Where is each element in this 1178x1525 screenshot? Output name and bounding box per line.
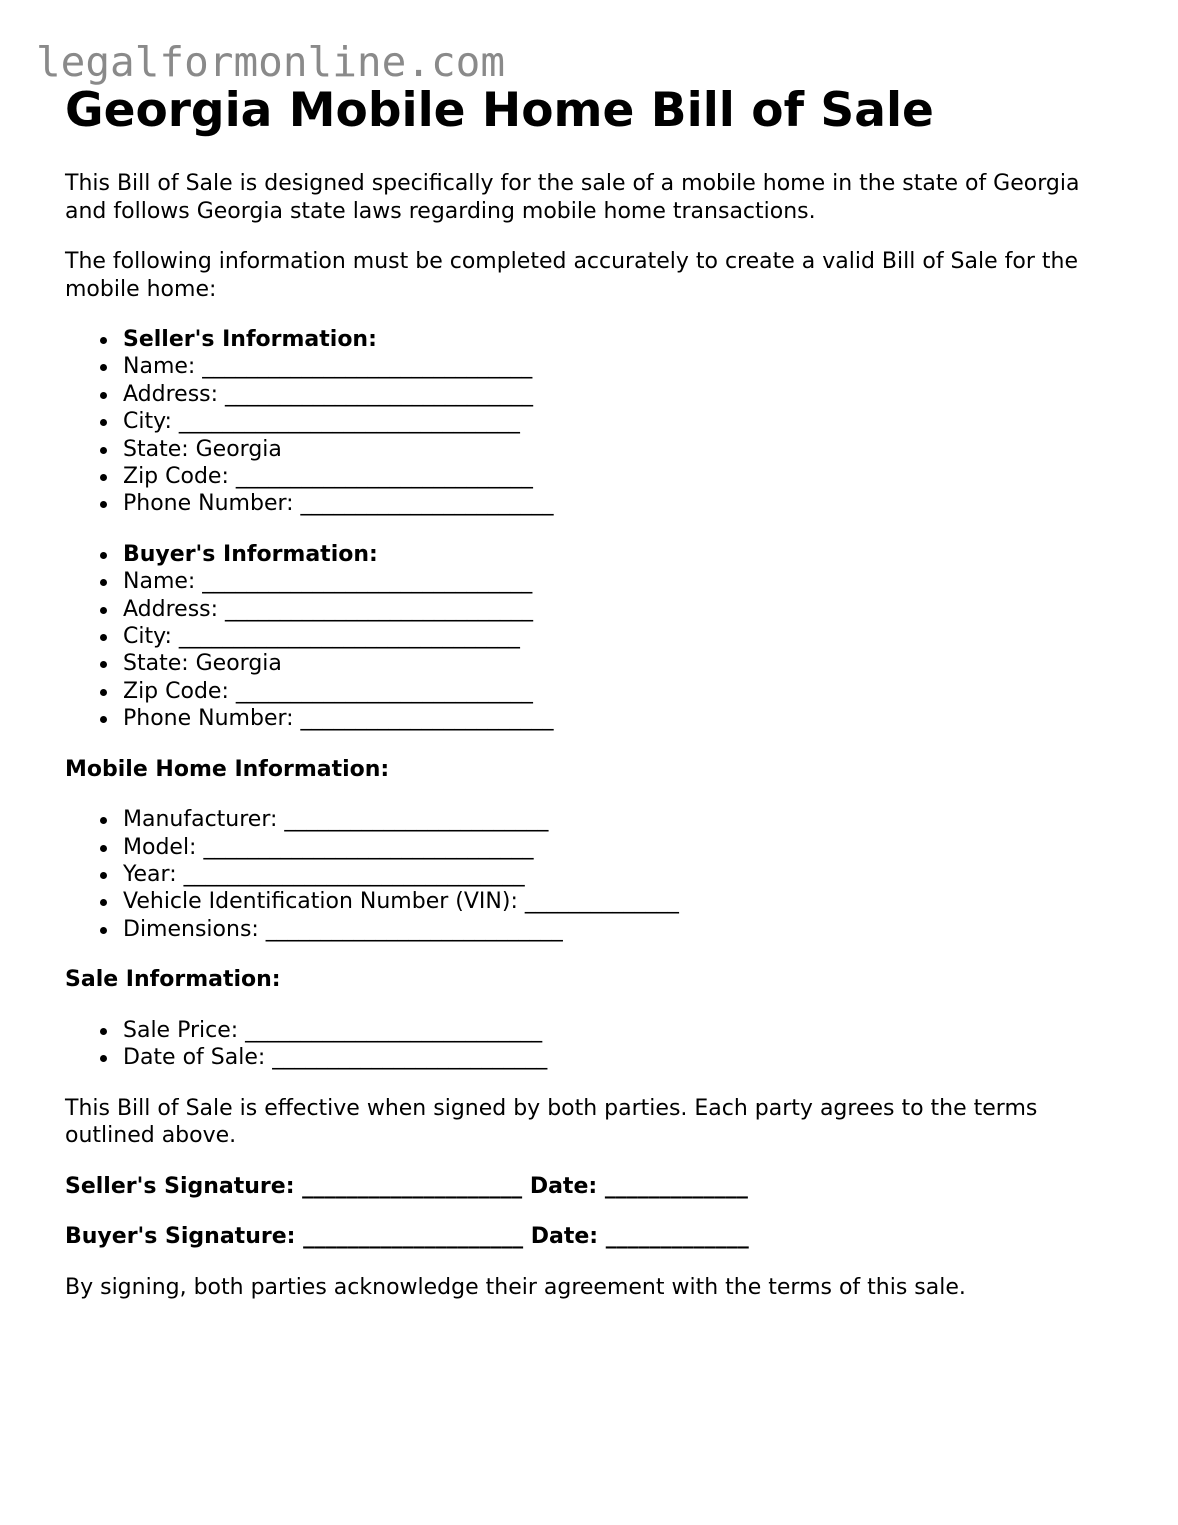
buyer-phone-field[interactable]: Phone Number: _______________________: [123, 705, 1125, 732]
date-of-sale-field[interactable]: Date of Sale: _________________________: [123, 1044, 1125, 1071]
buyer-signature-line[interactable]: Buyer's Signature: ____________________ Date: _____________: [65, 1224, 749, 1250]
dimensions-field[interactable]: Dimensions: ___________________________: [123, 916, 1125, 943]
watermark-text: legalformonline.com: [36, 38, 505, 86]
buyer-information-list: [65, 541, 1125, 733]
model-field[interactable]: Model: ______________________________: [123, 834, 1125, 861]
manufacturer-field[interactable]: Manufacturer: ________________________: [123, 806, 1125, 833]
sale-information-list: [65, 1017, 1125, 1072]
buyer-address-field[interactable]: Address: ____________________________: [123, 596, 1125, 623]
seller-state-field: State: Georgia: [123, 436, 1125, 463]
seller-address-field[interactable]: Address: ____________________________: [123, 381, 1125, 408]
seller-city-field[interactable]: City: _______________________________: [123, 408, 1125, 435]
seller-information-heading: Seller's Information:: [123, 326, 1125, 353]
year-field[interactable]: Year: _______________________________: [123, 861, 1125, 888]
seller-name-field[interactable]: Name: ______________________________: [123, 353, 1125, 380]
document-title: Georgia Mobile Home Bill of Sale: [65, 83, 934, 138]
vin-field[interactable]: Vehicle Identification Number (VIN): ______________: [123, 888, 1125, 915]
effective-statement: This Bill of Sale is effective when signed by both parties. Each party agrees to the terms outlined above.: [65, 1095, 1038, 1149]
seller-zip-field[interactable]: Zip Code: ___________________________: [123, 463, 1125, 490]
seller-phone-field[interactable]: Phone Number: _______________________: [123, 490, 1125, 517]
mobile-home-information-heading: Mobile Home Information:: [65, 756, 390, 782]
buyer-state-field: State: Georgia: [123, 650, 1125, 677]
intro-paragraph-2: The following information must be completed accurately to create a valid Bill of Sale for the mobile home:: [65, 249, 1078, 302]
mobile-home-information-list: [65, 806, 1125, 943]
closing-statement: By signing, both parties acknowledge their agreement with the terms of this sale.: [65, 1274, 966, 1300]
buyer-name-field[interactable]: Name: ______________________________: [123, 568, 1125, 595]
sale-information-heading: Sale Information:: [65, 967, 281, 993]
buyer-zip-field[interactable]: Zip Code: ___________________________: [123, 678, 1125, 705]
buyer-information-heading: Buyer's Information:: [123, 541, 1125, 568]
sale-price-field[interactable]: Sale Price: ___________________________: [123, 1017, 1125, 1044]
buyer-city-field[interactable]: City: _______________________________: [123, 623, 1125, 650]
seller-signature-line[interactable]: Seller's Signature: ____________________ Date: _____________: [65, 1173, 748, 1199]
document-page: [65, 82, 1125, 1301]
seller-information-list: [65, 326, 1125, 518]
intro-paragraph-1: This Bill of Sale is designed specifically for the sale of a mobile home in the state of Georgia and follows Georgia state laws regarding mobile home transactions.: [65, 171, 1080, 224]
